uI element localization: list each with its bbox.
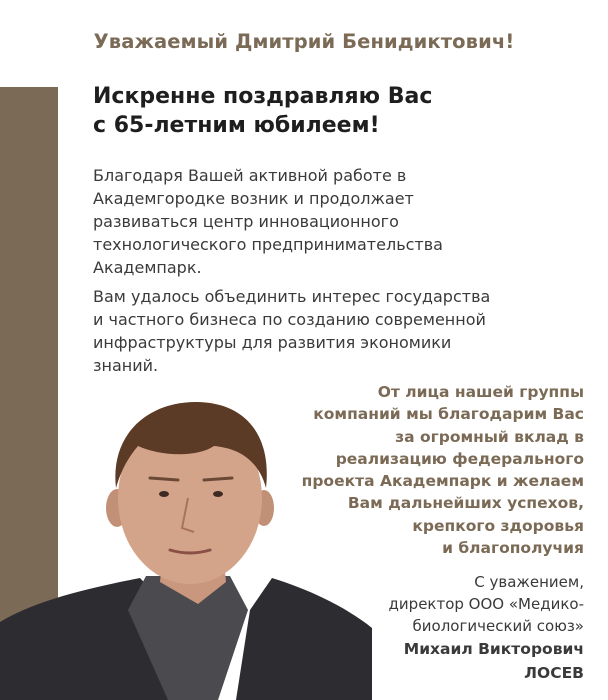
signature-line: биологический союз» (412, 617, 584, 635)
paragraph-line: знаний. (93, 356, 159, 375)
thanks-line: Вам дальнейших успехов, (347, 494, 584, 513)
paragraph-line: Благодаря Вашей активной работе в (93, 166, 407, 185)
paragraph-achievements (93, 164, 443, 279)
thanks-line: и благополучия (442, 539, 584, 558)
greeting-heading: Уважаемый Дмитрий Бенидиктович! (93, 30, 515, 53)
thanks-line: компаний мы благодарим Вас (313, 405, 584, 424)
signatory-name-line: Михаил Викторович (403, 640, 584, 658)
paragraph-partnership (93, 285, 490, 377)
paragraph-line: Академгородке возник и продолжает (93, 189, 414, 208)
thanks-line: проекта Академпарк и желаем (301, 472, 584, 491)
paragraph-line: Академпарк. (93, 258, 202, 277)
signature-block (389, 571, 584, 637)
paragraph-line: технологического предпринимательства (93, 235, 443, 254)
thanks-message (302, 381, 584, 559)
thanks-line: за огромный вклад в (395, 427, 584, 446)
paragraph-line: инфраструктуры для развития экономики (93, 333, 452, 352)
headline-line: Искренне поздравляю Вас (93, 84, 433, 109)
congratulation-headline (93, 82, 432, 140)
paragraph-line: Вам удалось объединить интерес государства (93, 287, 491, 306)
thanks-line: От лица нашей группы (377, 383, 584, 401)
paragraph-line: развиваться центр инновационного (93, 212, 399, 231)
signatory-name (404, 637, 584, 685)
signatory-name-line: ЛОСЕВ (524, 664, 584, 682)
thanks-line: крепкого здоровья (412, 516, 584, 535)
headline-line: с 65-летним юбилеем! (93, 113, 380, 138)
paragraph-line: и частного бизнеса по созданию современной (93, 310, 486, 329)
signature-line: директор ООО «Медико- (388, 595, 584, 613)
portrait-jacket (236, 578, 372, 700)
signature-line: С уважением, (474, 573, 584, 591)
thanks-line: реализацию федерального (335, 449, 584, 468)
